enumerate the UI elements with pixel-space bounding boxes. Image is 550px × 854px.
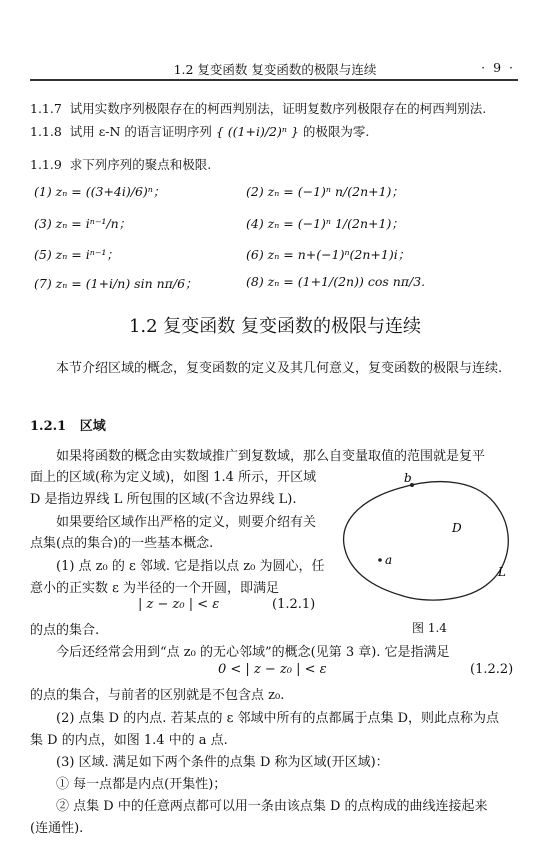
exercise-text: 试用实数序列极限存在的柯西判别法，证明复数序列极限存在的柯西判别法. <box>69 101 487 116</box>
section-title: 1.2 复变函数 复变函数的极限与连续 <box>128 316 422 337</box>
body-p8b: (连通性). <box>30 821 84 836</box>
exercise-1-1-7 <box>30 99 486 117</box>
body-p7: ① 每一点都是内点(开集性)； <box>56 777 227 792</box>
label-L: L <box>498 565 506 579</box>
exercise-text: 的极限为零. <box>302 124 370 139</box>
body-p1c: D 是指边界线 L 所包围的区域(不含边界线 L). <box>30 492 297 507</box>
label-a: a <box>385 553 393 567</box>
page-number: · 9 · <box>481 60 515 75</box>
item-1: (1) zₙ = ((3+4i)/6)ⁿ； <box>34 184 166 199</box>
subsection-title: 区域 <box>79 419 106 434</box>
boundary-curve-L <box>344 482 509 600</box>
exercise-1-1-8 <box>30 122 369 140</box>
math-expression: { ((1+i)/2)ⁿ } <box>215 124 299 139</box>
body-p5b: 集 D 的内点，如图 1.4 中的 a 点. <box>30 733 228 748</box>
exercise-text: 试用 ε-N 的语言证明序列 <box>69 124 212 139</box>
subsection-heading <box>30 415 106 434</box>
equation-number-1-2-2: (1.2.2) <box>470 662 514 677</box>
figure-caption: 图 1.4 <box>412 621 447 635</box>
header-rule <box>30 79 518 81</box>
item-4: (4) zₙ = (−1)ⁿ 1/(2n+1)； <box>246 216 404 231</box>
body-p6: (3) 区域. 满足如下两个条件的点集 D 称为区域(开区域)： <box>56 755 389 770</box>
body-p4a: 今后还经常会用到“点 z₀ 的无心邻域”的概念(见第 3 章). 它是指满足 <box>56 645 450 660</box>
subsection-number: 1.2.1 <box>30 419 67 434</box>
body-p3a: (1) 点 z₀ 的 ε 邻域. 它是指以点 z₀ 为圆心，任 <box>56 559 325 574</box>
equation-1-2-2: 0 < | z − z₀ | < ε <box>218 662 327 677</box>
item-3: (3) zₙ = iⁿ⁻¹/n； <box>34 216 132 231</box>
exercise-number: 1.1.9 <box>30 157 62 172</box>
body-p8a: ② 点集 D 中的任意两点都可以用一条由该点集 D 的点构成的曲线连接起来 <box>56 799 488 814</box>
body-p2b: 点集(点的集合)的一些基本概念. <box>30 536 214 551</box>
item-5: (5) zₙ = iⁿ⁻¹； <box>34 247 119 262</box>
header-title: 1.2 复变函数 复变函数的极限与连续 <box>173 62 377 77</box>
item-8: (8) zₙ = (1+1/(2n)) cos nπ/3. <box>246 274 426 289</box>
equation-number-1-2-1: (1.2.1) <box>272 597 316 612</box>
section-intro: 本节介绍区域的概念，复变函数的定义及其几何意义，复变函数的极限与连续. <box>56 361 503 376</box>
label-b: b <box>404 471 412 485</box>
body-p1a: 如果将函数的概念由实数域推广到复数域，那么自变量取值的范围就是复平 <box>56 449 486 464</box>
item-6: (6) zₙ = n+(−1)ⁿ(2n+1)i； <box>246 247 411 262</box>
point-a <box>378 558 382 562</box>
exercise-number: 1.1.7 <box>30 101 62 116</box>
label-D: D <box>452 521 462 535</box>
body-p2a: 如果要给区域作出严格的定义，则要介绍有关 <box>56 515 317 530</box>
body-p1b: 面上的区域(称为定义域)，如图 1.4 所示，开区域 <box>30 470 317 485</box>
exercise-text: 求下列序列的聚点和极限. <box>69 157 212 172</box>
exercise-1-1-9 <box>30 155 211 173</box>
body-p3c: 的点的集合. <box>30 623 100 638</box>
body-p3b: 意小的正实数 ε 为半径的一个开圆，即满足 <box>30 581 279 596</box>
item-7: (7) zₙ = (1+i/n) sin nπ/6； <box>34 276 198 291</box>
exercise-number: 1.1.8 <box>30 124 62 139</box>
item-2: (2) zₙ = (−1)ⁿ n/(2n+1)； <box>246 184 404 199</box>
body-p4b: 的点的集合，与前者的区别就是不包含点 z₀. <box>30 688 285 703</box>
equation-1-2-1: | z − z₀ | < ε <box>138 597 220 612</box>
body-p5a: (2) 点集 D 的内点. 若某点的 ε 邻域中所有的点都属于点集 D，则此点称为点 <box>56 711 500 726</box>
figure-region-diagram <box>330 470 530 610</box>
